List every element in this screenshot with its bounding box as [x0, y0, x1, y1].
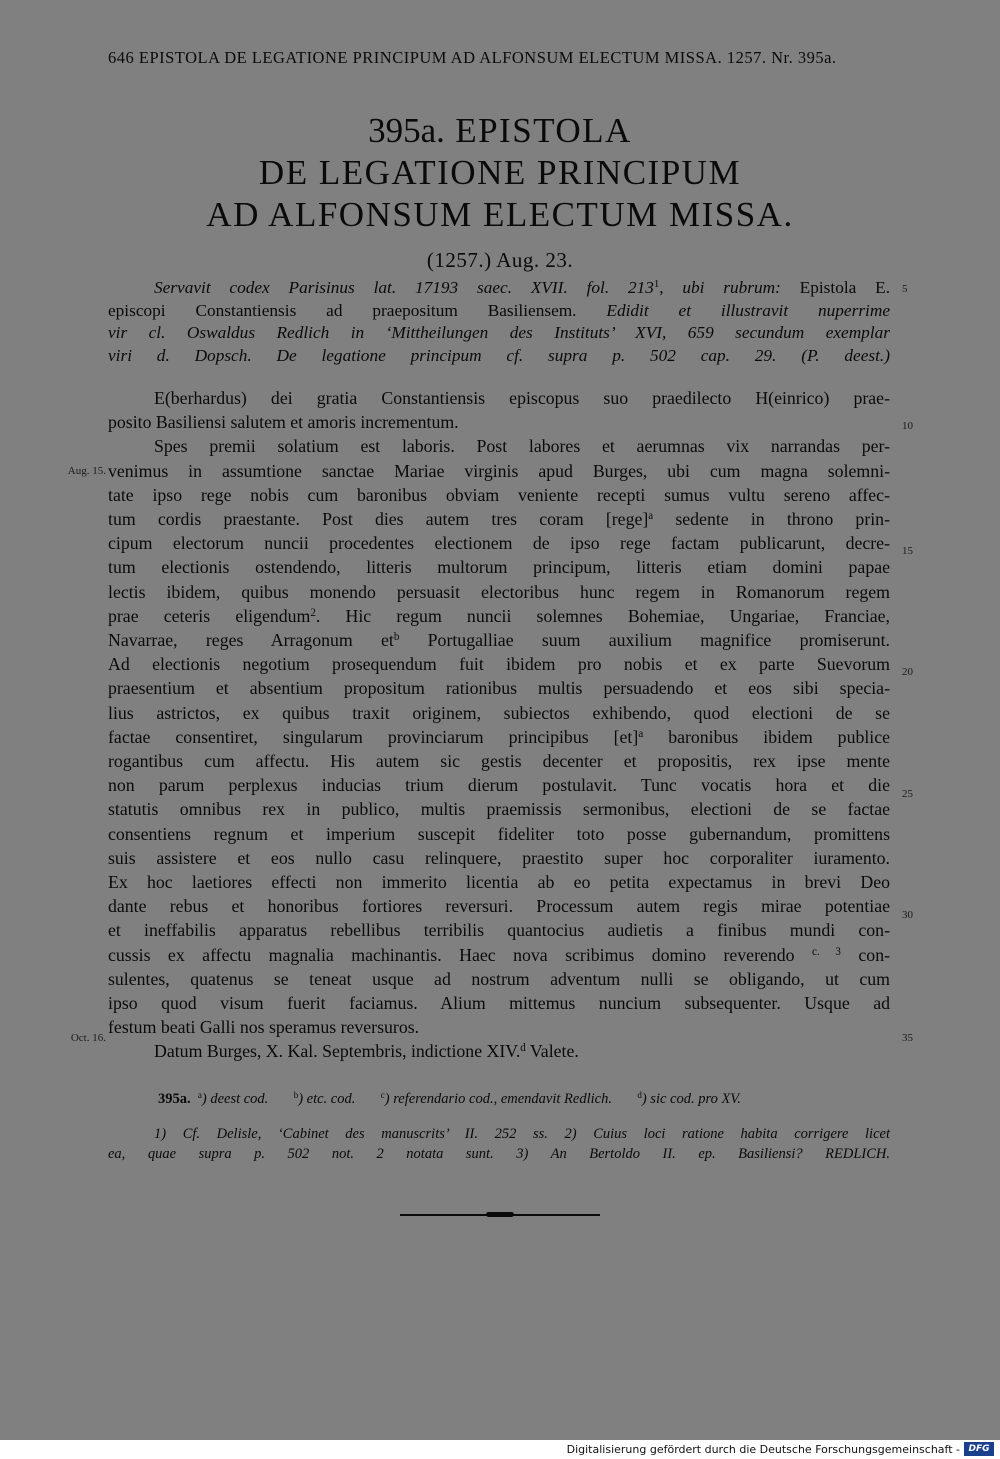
body-line: cussis ex affectu magnalia machinantis. Haec nova scribimus domino reverendo $^{c. 3}$ con- — [108, 944, 891, 965]
body-line: praesentium et absentium propositum rationibus multis persuadendo et eos sibi specia- — [108, 678, 890, 699]
body-line: venimus in assumtione sanctae Mariae virginis apud Burges, ubi cum magna solemni- — [108, 460, 890, 481]
body-line: factae consentiret, singularum provinciarum principibus [et]$^a$ baronibus ibidem publice — [108, 726, 891, 747]
footnotes — [108, 1124, 890, 1164]
document-title — [0, 110, 1000, 273]
margin-line-number: 35 — [902, 1032, 913, 1044]
margin-line-number: 25 — [902, 788, 913, 800]
digitization-credit: Digitalisierung gefördert durch die Deutsche Forschungsgemeinschaft - — [566, 1443, 960, 1456]
body-line: lius astrictos, ex quibus traxit originem, subiectos exhibendo, quod electioni de se — [108, 702, 890, 723]
body-line: cipum electorum nuncii procedentes electionem de ipso rege factam publicarunt, decre- — [108, 533, 890, 554]
body-line: rogantibus cum affectu. His autem sic gestis decenter et propositis, rex ipse mente — [108, 751, 890, 772]
document-number: 395a. — [368, 111, 445, 150]
body-line: Ex hoc laetiores effecti non immerito licentia ab eo petita expectamus in brevi Deo — [108, 872, 890, 893]
title-line-1: EPISTOLA — [455, 111, 632, 150]
title-line-2: DE LEGATIONE PRINCIPUM — [258, 153, 742, 192]
dfg-logo: DFG — [964, 1442, 994, 1456]
critical-apparatus: 395a. $^a$) deest cod. $^b$) etc. cod. $^c$) referendario cod., emendavit Redlich. $^d$) sic cod. pro XV. — [158, 1090, 741, 1107]
footnote-line: 1) Cf. Delisle, ‘Cabinet des manuscrits’ II. 252 ss. 2) Cuius loci ratione habita corrigere licet — [154, 1126, 890, 1142]
running-head: 646 EPISTOLA DE LEGATIONE PRINCIPUM AD ALFONSUM ELECTUM MISSA. 1257. Nr. 395a. — [108, 48, 837, 67]
body-line: festum beati Galli nos speramus reversuros. — [108, 1017, 420, 1038]
body-line: et ineffabilis apparatus rebellibus terribilis quantocius audietis a finibus mundi con- — [108, 920, 890, 941]
margin-line-number: 5 — [902, 283, 908, 295]
ornamental-rule-center — [486, 1212, 514, 1217]
body-line: sulentes, quatenus se teneat usque ad nostrum adventum nulli se obligando, ut cum — [108, 968, 890, 989]
letter-body — [108, 386, 890, 1064]
body-line: ipso quod visum fuerit faciamus. Alium mittemus nuncium subsequenter. Usque ad — [108, 993, 890, 1014]
body-line: tate ipso rege nobis cum baronibus obviam veniente recepti sumus vultu sereno affec- — [108, 484, 890, 505]
body-line: Spes premii solatium est laboris. Post labores et aerumnas vix narrandas per- — [154, 436, 890, 457]
margin-line-number: 20 — [902, 666, 913, 678]
title-line-3: AD ALFONSUM ELECTUM MISSA. — [206, 195, 794, 234]
margin-line-number: 10 — [902, 420, 913, 432]
body-line: Navarrae, reges Arragonum $et^b$ Portugalliae suum auxilium magnifice promiserunt. — [108, 630, 891, 651]
body-line: statutis omnibus rex in publico, multis praemissis sermonibus, electioni de se factae — [108, 799, 890, 820]
body-line: Datum Burges, X. Kal. Septembris, indictione XIV.$^d$ Valete. — [154, 1041, 579, 1062]
margin-date: Oct. 16. — [70, 1032, 106, 1044]
margin-line-number: 30 — [902, 909, 913, 921]
margin-date: Aug. 15. — [67, 465, 106, 477]
body-line: dante rebus et honoribus fortiores reversuri. Processum autem regis mirae potentiae — [108, 896, 890, 917]
body-line: suis assistere et eos nullo casu relinquere, praestito super hoc corporaliter iuramento. — [108, 847, 890, 868]
body-line: lectis ibidem, quibus monendo persuasit electoribus hunc regem in Romanorum regem — [108, 581, 890, 602]
body-line: Ad electionis negotium prosequendum fuit ibidem pro nobis et ex parte Suevorum — [108, 654, 890, 675]
body-line: non parum perplexus inducias trium dierum postulavit. Tunc vocatis hora et die — [108, 775, 890, 796]
body-line: tum cordis praestante. Post dies autem tres coram [rege]$^a$ sedente in throno prin- — [108, 509, 890, 530]
body-line: prae ceteris eligendum$^2$. Hic regum nuncii solemnes Bohemiae, Ungariae, Franciae, — [108, 605, 891, 626]
editorial-introduction: Servavit codex Parisinus lat. 17193 saec. XVII. fol. $213^1$, ubi rubrum: Epistola E. episcopi Constantiensis ad praepositum Basiliensem. Edidit et illustravit nuperrime vir cl. Oswaldus Redlich in ‘Mittheilungen des Instituts’ XVI, 659 secundum exemplar viri d. Dopsch. De legatione principum cf. supra p. 502 cap. 29. (P. deest.) — [108, 278, 891, 365]
margin-line-number: 15 — [902, 545, 913, 557]
footnote-line: ea, quae supra p. 502 not. 2 notata sunt. 3) An Bertoldo II. ep. Basiliensi? REDLICH. — [108, 1146, 890, 1162]
body-line: posito Basiliensi salutem et amoris incrementum. — [108, 412, 459, 433]
body-line: consentiens regnum et imperium suscepit fideliter toto posse gubernandum, promittens — [108, 823, 890, 844]
body-line: E(berhardus) dei gratia Constantiensis episcopus suo praedilecto H(einrico) prae- — [154, 388, 890, 408]
document-date: (1257.) Aug. 23. — [426, 248, 574, 272]
body-line: tum electionis ostendendo, litteris multorum principum, litteris etiam domini papae — [108, 557, 890, 578]
